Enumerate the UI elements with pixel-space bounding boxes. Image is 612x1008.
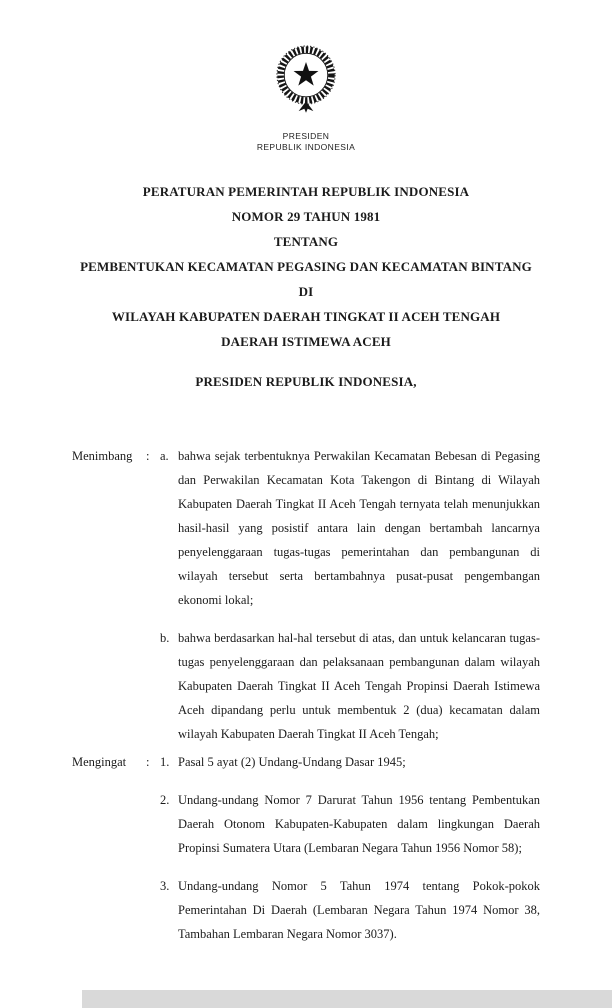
list-item xyxy=(160,750,540,774)
item-text: Pasal 5 ayat (2) Undang-Undang Dasar 1945; xyxy=(178,755,406,769)
star-wreath-emblem-icon xyxy=(265,34,347,131)
title-line-2: NOMOR 29 TAHUN 1981 xyxy=(231,209,381,224)
letterhead xyxy=(72,34,540,153)
section-separator: : xyxy=(146,755,150,769)
section-separator: : xyxy=(146,449,150,463)
document-title xyxy=(72,179,540,354)
item-marker: b. xyxy=(160,631,170,645)
title-line-4: PEMBENTUKAN KECAMATAN PEGASING DAN KECAMATAN BINTANG DI xyxy=(80,259,532,299)
item-marker: 2. xyxy=(160,793,170,807)
title-line-1: PERATURAN PEMERINTAH REPUBLIK INDONESIA xyxy=(142,184,470,199)
item-text: Undang-undang Nomor 5 Tahun 1974 tentang Pokok-pokok Pemerintahan Di Daerah (Lembaran Negara Tahun 1974 Nomor 38, Tambahan Lembaran Negara Nomor 3037). xyxy=(178,879,540,941)
item-text: bahwa berdasarkan hal-hal tersebut di atas, dan untuk kelancaran tugas-tugas penyelenggaraan dan pelaksanaan pembangunan dalam wilayah Kabupaten Daerah Tingkat II Aceh Tengah Propinsi Daerah Istimewa Aceh dipandang perlu untuk membentuk 2 (dua) kecamatan dalam wilayah Kabupaten Daerah Tingkat II Aceh Tengah; xyxy=(178,631,540,741)
section-menimbang xyxy=(72,444,540,746)
letterhead-line-republik: REPUBLIK INDONESIA xyxy=(256,142,356,152)
letterhead-line-presiden: PRESIDEN xyxy=(282,131,330,141)
section-items xyxy=(160,750,540,946)
item-marker: 3. xyxy=(160,879,170,893)
list-item xyxy=(160,788,540,860)
item-marker: a. xyxy=(160,449,169,463)
section-label: Menimbang xyxy=(72,449,133,463)
title-line-5: WILAYAH KABUPATEN DAERAH TINGKAT II ACEH TENGAH xyxy=(111,309,501,324)
section-label: Mengingat xyxy=(72,755,127,769)
section-items xyxy=(160,444,540,746)
list-item xyxy=(160,444,540,612)
page-bottom-strip xyxy=(82,990,612,1008)
item-text: bahwa sejak terbentuknya Perwakilan Kecamatan Bebesan di Pegasing dan Perwakilan Kecamatan Kota Takengon di Bintang di Wilayah Kabupaten Daerah Tingkat II Aceh Tengah ternyata telah menunjukkan hasil-hasil yang posistif antara lain dengan bertambah lancarnya penyelenggaraan tugas-tugas pemerintahan dan pembangunan di wilayah tersebut serta bertambahnya pusat-pusat pengembangan ekonomi lokal; xyxy=(178,449,540,607)
title-line-3: TENTANG xyxy=(273,234,339,249)
salutation: PRESIDEN REPUBLIK INDONESIA, xyxy=(195,374,417,389)
section-mengingat xyxy=(72,750,540,946)
document-body xyxy=(72,444,540,1008)
item-text: Undang-undang Nomor 7 Darurat Tahun 1956 tentang Pembentukan Daerah Otonom Kabupaten-Kabupaten dalam lingkungan Daerah Propinsi Sumatera Utara (Lembaran Negara Tahun 1956 Nomor 58); xyxy=(178,793,540,855)
list-item xyxy=(160,874,540,946)
title-line-6: DAERAH ISTIMEWA ACEH xyxy=(221,334,391,349)
list-item xyxy=(160,626,540,746)
item-marker: 1. xyxy=(160,755,170,769)
